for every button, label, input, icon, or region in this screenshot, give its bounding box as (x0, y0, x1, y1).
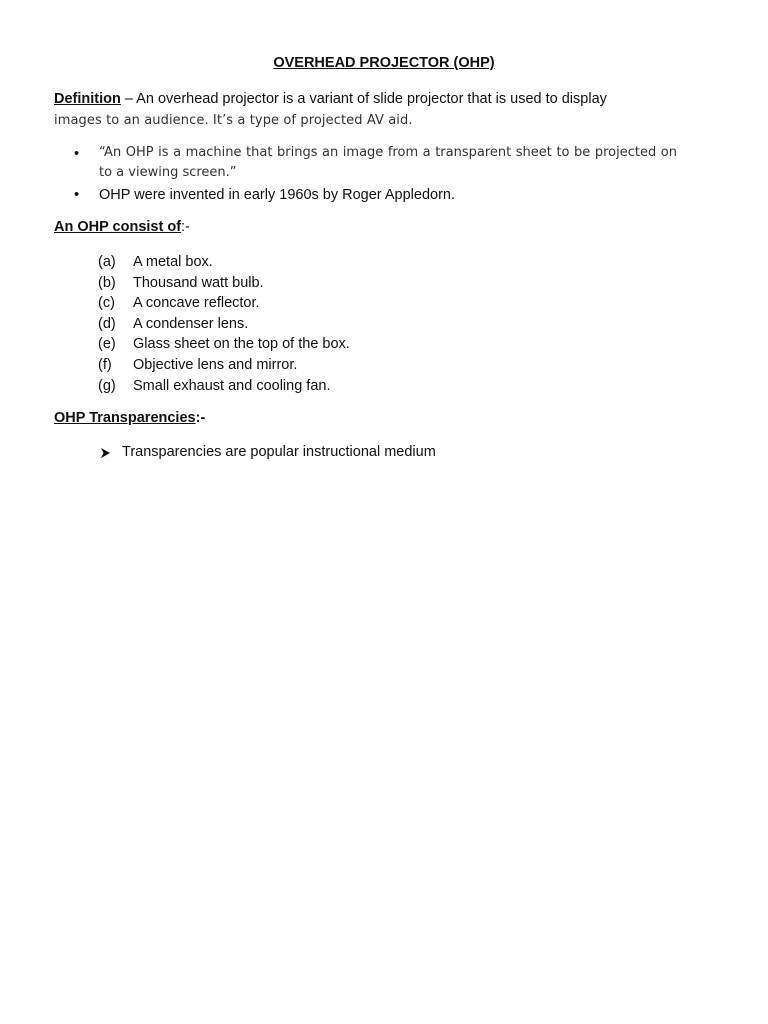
definition-text-1: – An overhead projector is a variant of slide projector that is used to display (120, 91, 607, 107)
item-label: (f) (98, 356, 112, 373)
component-list (98, 252, 350, 396)
item-label: (e) (98, 336, 116, 353)
consist-heading-suffix: :- (181, 219, 190, 235)
transparencies-heading-text: OHP Transparencies (54, 410, 196, 426)
list-item (54, 143, 677, 183)
item-label: (d) (98, 315, 116, 332)
transparencies-heading-suffix: :- (195, 410, 206, 426)
bullet-dot-icon: • (74, 146, 80, 162)
list-item (100, 442, 436, 463)
list-item (98, 334, 350, 355)
definition-label: Definition (54, 91, 121, 107)
list-item (98, 273, 350, 294)
list-item (98, 293, 350, 314)
arrow-bullet-icon (100, 448, 110, 458)
bullet-text: “An OHP is a machine that brings an image from a transparent sheet to be projected on to a viewing screen.” (99, 145, 677, 180)
transparencies-heading (54, 410, 205, 426)
item-text: Thousand watt bulb. (133, 274, 264, 291)
definition-paragraph (54, 89, 677, 131)
list-item (54, 185, 677, 206)
transparencies-list (100, 442, 436, 463)
item-text: Glass sheet on the top of the box. (133, 336, 350, 353)
item-text: A condenser lens. (133, 315, 249, 332)
consist-heading-text: An OHP consist of (54, 219, 182, 235)
item-text: Transparencies are popular instructional medium (122, 444, 436, 460)
item-label: (a) (98, 254, 116, 270)
item-text: Objective lens and mirror. (133, 356, 298, 373)
item-text: A metal box. (133, 254, 213, 270)
item-label: (g) (98, 377, 116, 394)
item-label: (b) (98, 274, 116, 291)
page-title: OVERHEAD PROJECTOR (OHP) (273, 55, 495, 71)
bullet-text: OHP were invented in early 1960s by Roger Appledorn. (99, 187, 456, 203)
item-text: A concave reflector. (133, 295, 260, 312)
bullet-dot-icon: • (74, 187, 80, 203)
list-item (98, 252, 350, 273)
item-text: Small exhaust and cooling fan. (133, 377, 331, 394)
item-label: (c) (98, 295, 115, 312)
list-item (98, 376, 350, 397)
bullet-list (54, 143, 677, 206)
list-item (98, 314, 350, 335)
definition-text-2: images to an audience. It’s a type of projected AV aid. (54, 113, 413, 128)
list-item (98, 355, 350, 376)
consist-heading (54, 219, 190, 235)
